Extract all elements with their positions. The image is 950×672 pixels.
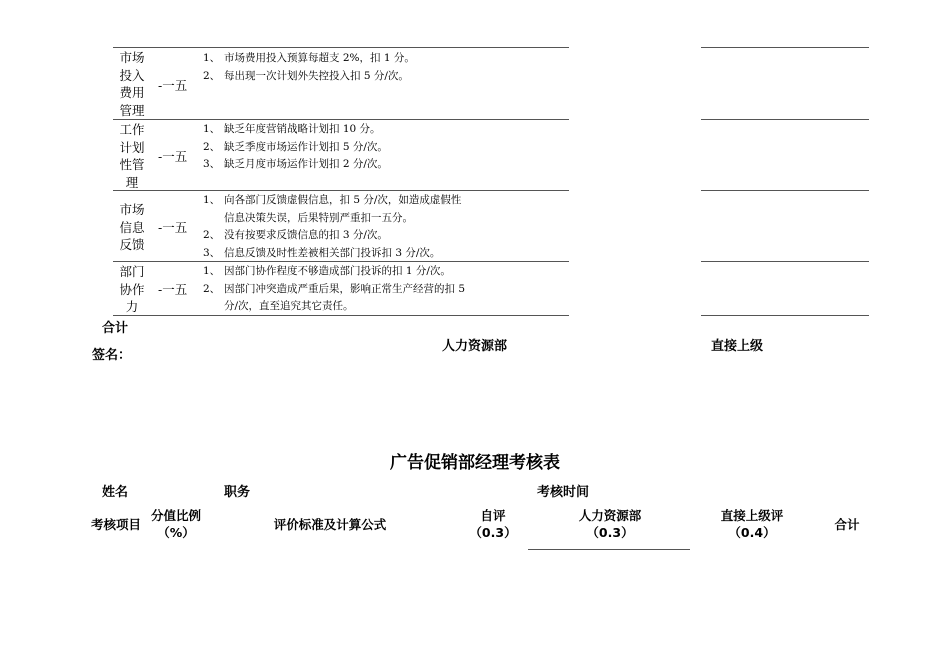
header-ratio: 分值比例 （%） — [150, 508, 201, 540]
row-divider — [113, 47, 569, 48]
row-divider — [113, 190, 569, 191]
row-divider — [701, 119, 869, 120]
table-row-criteria: 1、 因部门协作程度不够造成部门投诉的扣 1 分/次。 2、 因部门冲突造成严重后果，影响正常生产经营的扣 5 分/次，直至追究其它责任。 — [203, 265, 466, 312]
row-divider — [701, 261, 869, 262]
review-time-label: 考核时间 — [537, 485, 590, 500]
hr-signature-label: 人力资源部 — [442, 339, 508, 354]
table-row-criteria: 1、 缺乏年度营销战略计划扣 10 分。 2、 缺乏季度市场运作计划扣 5 分/次。 3、 缺乏月度市场运作计划扣 2 分/次。 — [203, 123, 388, 170]
table-row-score: -一五 — [158, 282, 188, 297]
header-underline — [528, 549, 690, 550]
total-label: 合计 — [102, 321, 129, 336]
table-row-item: 市场 投入 费用 管理 — [119, 50, 145, 118]
header-total: 合计 — [834, 517, 860, 532]
name-label: 姓名 — [102, 485, 129, 500]
row-divider — [113, 119, 569, 120]
superior-signature-label: 直接上级 — [711, 339, 764, 354]
table-row-item: 工作 计划 性管 理 — [119, 122, 145, 190]
table-row-item: 部门 协作 力 — [119, 264, 145, 314]
table-row-score: -一五 — [158, 220, 188, 235]
table-row-score: -一五 — [158, 149, 188, 164]
page-title: 广告促销部经理考核表 — [390, 453, 560, 473]
table-row-criteria: 1、 市场费用投入预算每超支 2%，扣 1 分。 2、 每出现一次计划外失控投入扣 5 分/次。 — [203, 52, 415, 82]
table-row-item: 市场 信息 反馈 — [119, 202, 145, 252]
row-divider — [701, 315, 869, 316]
header-superior: 直接上级评 （0.4） — [720, 508, 784, 540]
row-divider — [701, 47, 869, 48]
header-self: 自评 （0.3） — [469, 508, 517, 540]
row-divider — [701, 190, 869, 191]
header-hr: 人力资源部 （0.3） — [578, 508, 642, 540]
header-criteria: 评价标准及计算公式 — [273, 517, 387, 532]
table-row-criteria: 1、 向各部门反馈虚假信息，扣 5 分/次，如造成虚假性 信息决策失误，后果特别严重扣一五分。 2、 没有按要求反馈信息的扣 3 分/次。 3、 信息反馈及时性差被相关部门投诉扣 3 分/次。 — [203, 194, 462, 259]
header-item: 考核项目 — [90, 517, 141, 532]
table-row-score: -一五 — [158, 78, 188, 93]
position-label: 职务 — [224, 485, 251, 500]
signature-label: 签名： — [92, 348, 132, 363]
